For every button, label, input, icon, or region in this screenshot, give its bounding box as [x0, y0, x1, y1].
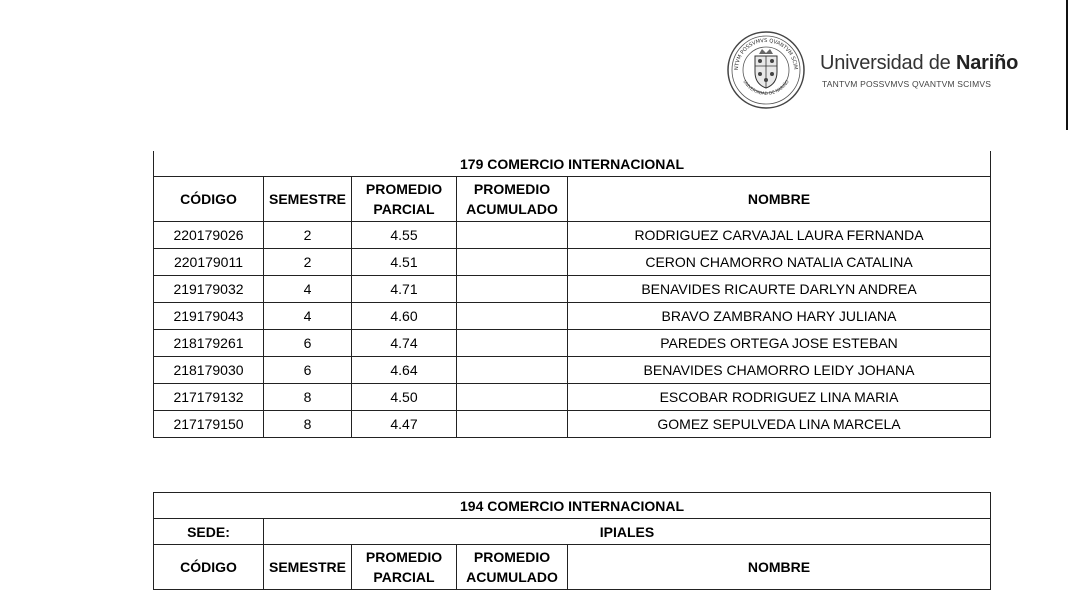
table-header-row: [154, 177, 991, 222]
table-row: [154, 384, 991, 411]
cell-codigo: 218179030: [154, 357, 264, 384]
cell-codigo: 217179150: [154, 411, 264, 438]
cell-promedio-parcial: 4.55: [352, 222, 457, 249]
header-nombre: NOMBRE: [568, 177, 991, 222]
header-promedio-acumulado: PROMEDIO ACUMULADO: [457, 545, 568, 590]
cell-promedio-acumulado: [457, 222, 568, 249]
table-row: [154, 357, 991, 384]
table-body: [154, 222, 991, 438]
cell-promedio-parcial: 4.51: [352, 249, 457, 276]
cell-semestre: 4: [264, 303, 352, 330]
cell-nombre: BRAVO ZAMBRANO HARY JULIANA: [568, 303, 991, 330]
university-name: Universidad de Nariño: [820, 52, 1019, 74]
cell-semestre: 6: [264, 357, 352, 384]
university-seal-icon: [726, 30, 806, 110]
header-promedio-parcial: PROMEDIO PARCIAL: [352, 545, 457, 590]
header-promedio-acumulado: PROMEDIO ACUMULADO: [457, 177, 568, 222]
program-194-table: [153, 492, 991, 590]
cell-nombre: GOMEZ SEPULVEDA LINA MARCELA: [568, 411, 991, 438]
cell-codigo: 220179026: [154, 222, 264, 249]
cell-semestre: 2: [264, 249, 352, 276]
cell-semestre: 6: [264, 330, 352, 357]
header-semestre: SEMESTRE: [264, 177, 352, 222]
cell-codigo: 220179011: [154, 249, 264, 276]
program-179-table: [153, 151, 991, 438]
university-motto: TANTVM POSSVMVS QVANTVM SCIMVS: [822, 79, 992, 89]
cell-codigo: 218179261: [154, 330, 264, 357]
cell-promedio-acumulado: [457, 276, 568, 303]
cell-semestre: 8: [264, 411, 352, 438]
table-header-row: [154, 545, 991, 590]
cell-promedio-acumulado: [457, 411, 568, 438]
cell-codigo: 219179032: [154, 276, 264, 303]
table-row: [154, 411, 991, 438]
sede-label: SEDE:: [154, 519, 264, 545]
cell-promedio-acumulado: [457, 330, 568, 357]
cell-nombre: PAREDES ORTEGA JOSE ESTEBAN: [568, 330, 991, 357]
cell-promedio-parcial: 4.47: [352, 411, 457, 438]
table-row: [154, 249, 991, 276]
svg-text:UNIVERSIDAD DE NARIÑO: UNIVERSIDAD DE NARIÑO: [741, 79, 791, 97]
cell-promedio-parcial: 4.50: [352, 384, 457, 411]
cell-nombre: BENAVIDES CHAMORRO LEIDY JOHANA: [568, 357, 991, 384]
cell-promedio-acumulado: [457, 384, 568, 411]
cell-semestre: 4: [264, 276, 352, 303]
header-promedio-parcial: PROMEDIO PARCIAL: [352, 177, 457, 222]
cell-promedio-parcial: 4.60: [352, 303, 457, 330]
cell-promedio-parcial: 4.64: [352, 357, 457, 384]
cell-codigo: 217179132: [154, 384, 264, 411]
cell-semestre: 8: [264, 384, 352, 411]
university-logo: [726, 30, 1026, 110]
sede-value: IPIALES: [264, 519, 991, 545]
cell-codigo: 219179043: [154, 303, 264, 330]
header-codigo: CÓDIGO: [154, 177, 264, 222]
header-semestre: SEMESTRE: [264, 545, 352, 590]
table-row: [154, 222, 991, 249]
cell-nombre: BENAVIDES RICAURTE DARLYN ANDREA: [568, 276, 991, 303]
cell-promedio-acumulado: [457, 249, 568, 276]
cell-promedio-acumulado: [457, 357, 568, 384]
program-title: 179 COMERCIO INTERNACIONAL: [154, 151, 991, 177]
table-row: [154, 303, 991, 330]
cell-nombre: ESCOBAR RODRIGUEZ LINA MARIA: [568, 384, 991, 411]
header-codigo: CÓDIGO: [154, 545, 264, 590]
header-nombre: NOMBRE: [568, 545, 991, 590]
cell-nombre: RODRIGUEZ CARVAJAL LAURA FERNANDA: [568, 222, 991, 249]
program-title: 194 COMERCIO INTERNACIONAL: [154, 493, 991, 519]
table-row: [154, 276, 991, 303]
cell-nombre: CERON CHAMORRO NATALIA CATALINA: [568, 249, 991, 276]
table-row: [154, 330, 991, 357]
cell-semestre: 2: [264, 222, 352, 249]
cell-promedio-parcial: 4.71: [352, 276, 457, 303]
cell-promedio-parcial: 4.74: [352, 330, 457, 357]
svg-text:TANTVM POSSVMVS QVANTVM SCIMVS: NTVM POSSVMVS QVANTVM SCIM: [733, 37, 799, 71]
cell-promedio-acumulado: [457, 303, 568, 330]
